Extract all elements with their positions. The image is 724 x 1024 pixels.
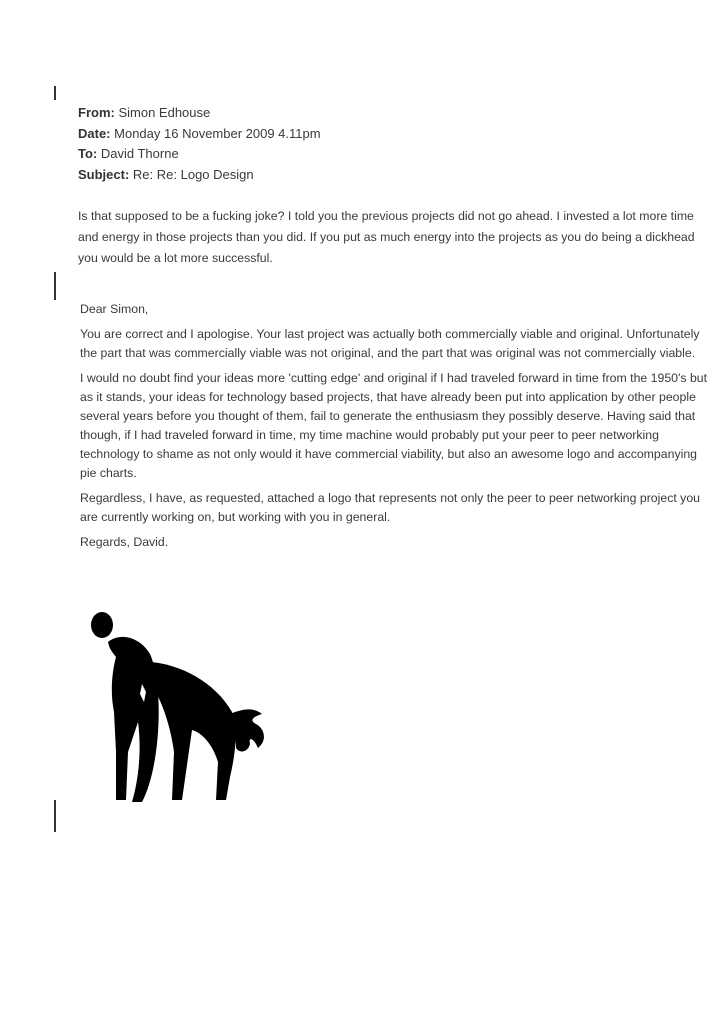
margin-marker (54, 800, 56, 832)
email-header (78, 103, 321, 185)
paragraph: You are correct and I apologise. Your last project was actually both commercially viable and original. Unfortunately the part that was commercially viable was not original, and the part that was original was not commercially viable. (80, 327, 700, 360)
margin-marker (54, 272, 56, 300)
date-value: Monday 16 November 2009 4.11pm (114, 125, 321, 141)
from-value: Simon Edhouse (118, 105, 211, 120)
reply-message-body: Is that supposed to be a fucking joke? I told you the previous projects did not go ahead. I invested a lot more time and energy in those projects than you did. If you put as much energy into the projects as you do being a dickhead you would be a lot more successful. (78, 209, 695, 265)
subject-row (78, 165, 321, 186)
date-label: Date: (78, 125, 111, 141)
logo-silhouette-image (80, 602, 280, 807)
to-label: To: (78, 146, 98, 161)
greeting: Dear Simon, (80, 302, 149, 316)
paragraph: I would no doubt find your ideas more 'cutting edge' and original if I had traveled forward in time from the 1950's but as it stands, your ideas for technology based projects, that have already been put into application by other people several years before you thought of them, fail to generate the enthusiasm they possibly deserve. Having said that though, if I had traveled forward in time, my time machine would probably put your peer to peer networking technology to shame as not only would it have commercial viability, but also an awesome logo and accompanying pie charts. (80, 371, 708, 480)
subject-label: Subject: (78, 166, 130, 182)
figure-head (91, 612, 113, 638)
standing-figure (108, 637, 159, 802)
response-message (80, 300, 710, 558)
date-row (78, 124, 321, 145)
from-row (78, 103, 321, 124)
margin-marker (54, 86, 56, 100)
subject-value: Re: Re: Logo Design (132, 166, 254, 182)
to-row (78, 144, 321, 165)
to-value: David Thorne (100, 146, 179, 161)
bent-figure (150, 662, 236, 800)
signoff: Regards, David. (80, 535, 169, 549)
from-label: From: (78, 105, 115, 120)
paragraph: Regardless, I have, as requested, attached a logo that represents not only the peer to peer networking project you are currently working on, but working with you in general. (80, 491, 701, 524)
